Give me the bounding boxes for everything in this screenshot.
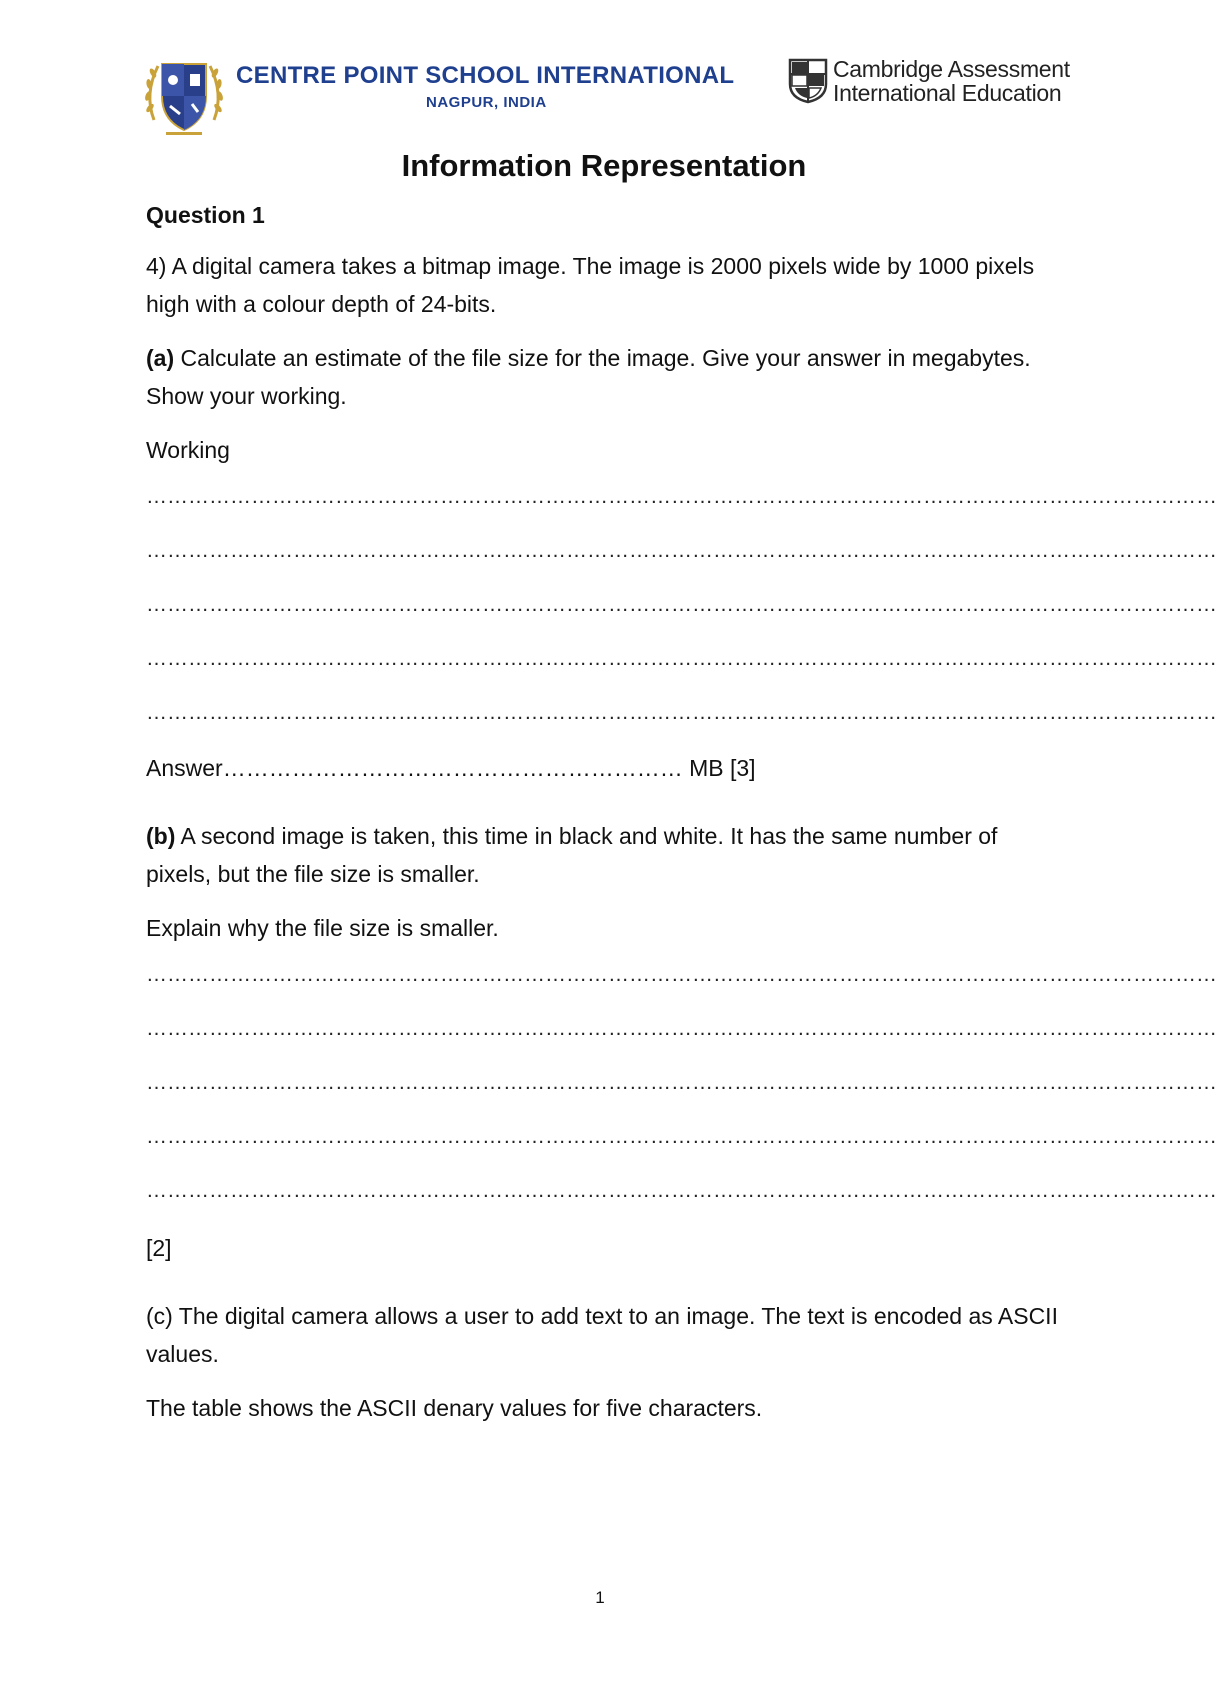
page-title: Information Representation — [401, 148, 807, 183]
board-name-line2: International Education — [833, 80, 1062, 106]
part-b-label: (b) — [146, 823, 176, 849]
part-a-text: Calculate an estimate of the file size for the image. Give your answer in megabytes. Show your working. — [146, 345, 1031, 409]
part-a-label: (a) — [146, 345, 175, 371]
answer-line: ……………………………………………………………………………………………………………………………………… — [146, 1071, 1217, 1094]
school-location: NAGPUR, INDIA — [426, 94, 547, 111]
answer-line: ……………………………………………………………………………………………………………………………………… — [146, 485, 1217, 508]
answer-line: ……………………………………………………………………………………………………………………………………… — [146, 1017, 1217, 1040]
question-intro: 4) A digital camera takes a bitmap image. The image is 2000 pixels wide by 1000 pixels high with a colour depth of 24-bits. — [146, 253, 1035, 317]
part-c-question: (c) The digital camera allows a user to add text to an image. The text is encoded as ASCII values. — [146, 1303, 1058, 1367]
part-b-question — [146, 817, 1062, 893]
board-name-line1: Cambridge Assessment — [833, 56, 1070, 82]
part-b-marks: [2] — [146, 1235, 172, 1261]
working-label: Working — [146, 437, 230, 463]
answer-line: ……………………………………………………………………………………………………………………………………… — [146, 593, 1217, 616]
answer-dots: …………………………………………………… — [222, 755, 683, 781]
answer-line: ……………………………………………………………………………………………………………………………………… — [146, 539, 1217, 562]
school-name: CENTRE POINT SCHOOL INTERNATIONAL — [236, 62, 735, 89]
answer-line: ……………………………………………………………………………………………………………………………………… — [146, 963, 1217, 986]
school-crest-logo — [140, 50, 228, 138]
part-a-answer-line — [146, 749, 1062, 787]
part-b-prompt: Explain why the file size is smaller. — [146, 915, 499, 941]
answer-suffix: MB [3] — [682, 755, 756, 781]
answer-line: ……………………………………………………………………………………………………………………………………… — [146, 701, 1217, 724]
page-header — [140, 50, 1070, 140]
page-number: 1 — [595, 1588, 605, 1607]
part-a-question — [146, 339, 1062, 415]
answer-line: ……………………………………………………………………………………………………………………………………… — [146, 1179, 1217, 1202]
part-c-table-intro: The table shows the ASCII denary values for five characters. — [146, 1395, 763, 1421]
question-heading: Question 1 — [146, 202, 265, 228]
part-b-text: A second image is taken, this time in black and white. It has the same number of pixels, but the file size is smaller. — [146, 823, 998, 887]
answer-prefix: Answer — [146, 755, 223, 781]
answer-line: ……………………………………………………………………………………………………………………………………… — [146, 1125, 1217, 1148]
answer-line: ……………………………………………………………………………………………………………………………………… — [146, 647, 1217, 670]
document-body — [146, 148, 1217, 1443]
cambridge-shield-icon — [788, 58, 828, 104]
cambridge-logo — [788, 56, 1070, 108]
